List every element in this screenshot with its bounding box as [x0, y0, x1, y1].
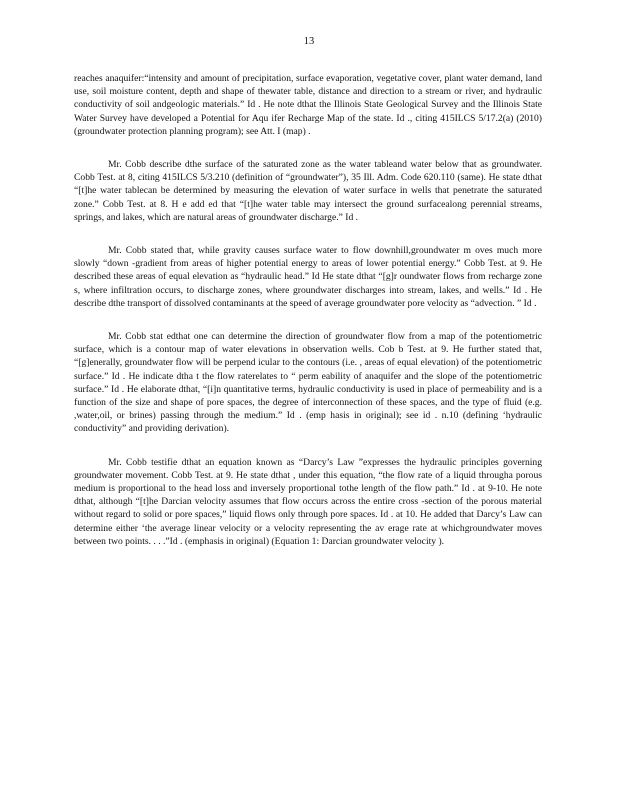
page-number: 13: [303, 36, 315, 47]
paragraph-2: Mr. Cobb describe dthe surface of the saturated zone as the water tableand water below that as groundwater. Cobb Test. at 8, citing 415ILCS 5/3.210 (definition of “groundwater”), 35 Ill. Adm. Code 620.110 (same). He state dthat “[t]he water tablecan be determined by measuring the elevation of water surface in wells that penetrate the saturated zone.” Cobb Test. at 8. H e add ed that “[t]he water table may intersect the ground surfacealong perennial streams, springs, and lakes, which are natural areas of groundwater discharge.” Id .: [74, 159, 545, 223]
paragraph-5: Mr. Cobb testifie dthat an equation known as “Darcy’s Law ”expresses the hydraulic principles governing groundwater movement. Cobb Test. at 9. He state dthat , under this equation, “the flow rate of a liquid througha porous medium is proportional to the head loss and inversely proportional tothe length of the flow path.” Id . at 9-10. He note dthat, although “[t]he Darcian velocity assumes that flow occurs across the entire cross -section of the porous material without regard to solid or pore spaces,” liquid flows only through pore spaces. Id . at 10. He added that Darcy’s Law can determine either ‘the average linear velocity or a velocity representing the av erage rate at whichgroundwater moves between two points. . . .”Id . (emphasis in original) (Equation 1: Darcian groundwater velocity ).: [74, 456, 545, 547]
document-body: [74, 72, 545, 568]
paragraph-4: Mr. Cobb stat edthat one can determine the direction of groundwater flow from a map of the potentiometric surface, which is a contour map of water elevations in observation wells. Cob b Test. at 9. He further stated that, “[g]enerally, groundwater flow will be perpend icular to the contours (i.e. , areas of equal elevation) of the potentiometric surface.” Id . He indicate dtha t the flow raterelates to “ perm eability of anaquifer and the slope of the potentiometric surface.” Id . He elaborate dthat, “[i]n quantitative terms, hydraulic conductivity is used in place of permeability and is a function of the size and shape of pore spaces, the degree of interconnection of these spaces, and the type of fluid (e.g. ,water,oil, or brines) passing through the medium.” Id . (emp hasis in original); see id . n.10 (defining ‘hydraulic conductivity” and providing derivation).: [74, 331, 545, 435]
paragraph-3: Mr. Cobb stated that, while gravity causes surface water to flow downhill,groundwater m oves much more slowly “down -gradient from areas of higher potential energy to areas of lower potential energy.” Cobb Test. at 9. He described these areas of equal elevation as “hydraulic head.” Id He state dthat “[g]r oundwater flows from recharge zone s, where infiltration occurs, to discharge zones, where groundwater discharges into stream, lakes, and wells.” Id . He describe dthe transport of dissolved contaminants at the speed of average groundwater pore velocity as “advection. ” Id .: [74, 245, 545, 309]
paragraph-1: reaches anaquifer:“intensity and amount of precipitation, surface evaporation, vegetative cover, plant water demand, land use, soil moisture content, depth and shape of thewater table, distance and direction to a stream or river, and hydraulic conductivity of soil andgeologic materials.” Id . He note dthat the Illinois State Geological Survey and the Illinois State Water Survey have developed a Potential for Aqu ifer Recharge Map of the state. Id ., citing 415ILCS 5/17.2(a) (2010) (groundwater protection planning program); see Att. I (map) .: [74, 73, 545, 137]
